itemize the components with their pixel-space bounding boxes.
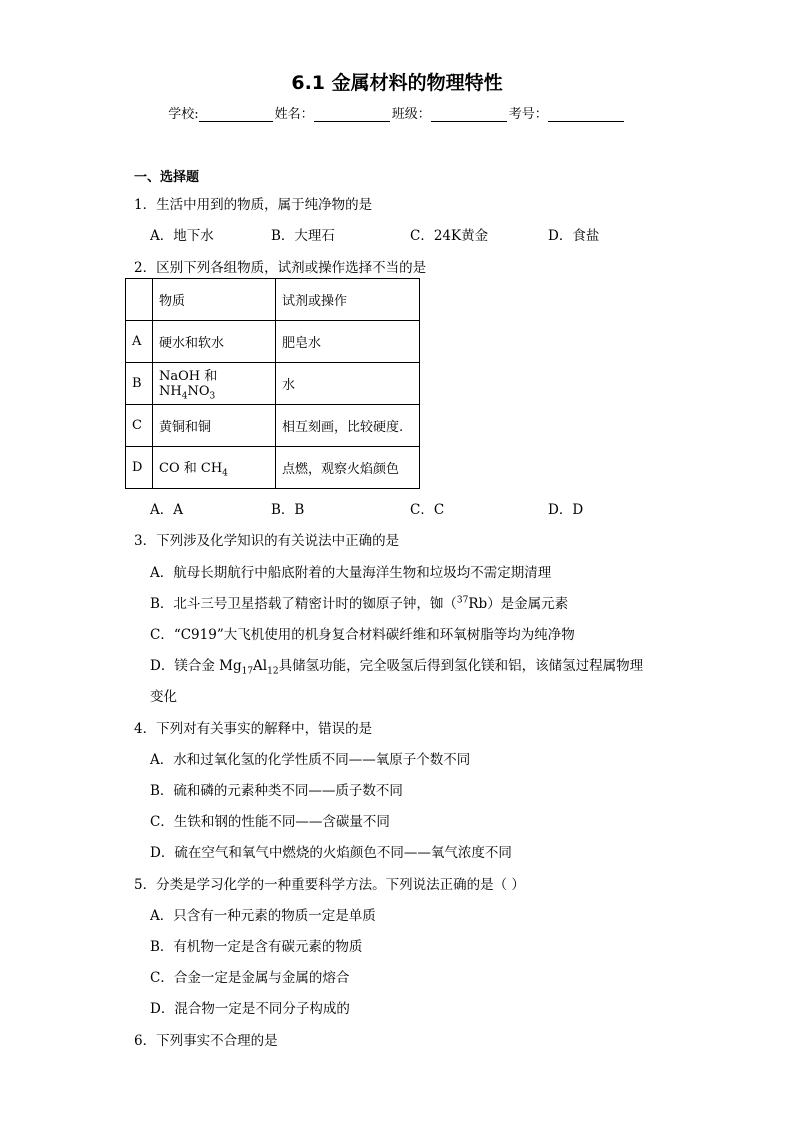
table-header-cell: 试剂或操作 xyxy=(276,279,420,321)
q4-option-d: D．硫在空气和氧气中燃烧的火焰颜色不同——氧气浓度不同 xyxy=(150,845,512,861)
formula-subscript: 4 xyxy=(181,391,188,402)
name-blank[interactable] xyxy=(314,107,390,122)
question-3-stem: 3．下列涉及化学知识的有关说法中正确的是 xyxy=(134,533,400,549)
q3-option-d-continued: 变化 xyxy=(150,689,177,705)
q5-option-c: C．合金一定是金属与金属的熔合 xyxy=(150,970,350,986)
table-header-cell xyxy=(126,279,153,321)
row-method: 肥皂水 xyxy=(276,321,420,363)
q2-table xyxy=(125,278,420,489)
question-5-stem: 5．分类是学习化学的一种重要科学方法。下列说法正确的是（ ） xyxy=(134,877,525,893)
row-label: A xyxy=(126,321,153,363)
table-header-row xyxy=(126,279,420,321)
option-text: B．北斗三号卫星搭载了精密计时的铷原子钟，铷（ xyxy=(150,596,457,612)
q1-option-c: C．24K黄金 xyxy=(410,228,489,244)
row-substance xyxy=(153,363,276,405)
q1-option-a: A．地下水 xyxy=(150,228,214,244)
table-header-cell: 物质 xyxy=(153,279,276,321)
q2-option-a: A．A xyxy=(150,502,183,518)
row-method: 点燃，观察火焰颜色 xyxy=(276,447,420,489)
row-method: 相互刻画，比较硬度. xyxy=(276,405,420,447)
formula-part: NaOH 和 NH xyxy=(159,369,218,400)
row-method: 水 xyxy=(276,363,420,405)
table-row xyxy=(126,447,420,489)
isotope-mass-number: 37 xyxy=(456,595,469,606)
row-substance xyxy=(153,447,276,489)
school-blank[interactable] xyxy=(199,107,273,122)
q3-option-a: A．航母长期航行中船底附着的大量海洋生物和垃圾均不需定期清理 xyxy=(150,565,552,581)
class-blank[interactable] xyxy=(431,107,507,122)
formula-part: NO xyxy=(187,384,210,400)
row-substance: 硬水和软水 xyxy=(153,321,276,363)
q3-option-c: C．“C919”大飞机使用的机身复合材料碳纤维和环氧树脂等均为纯净物 xyxy=(150,627,575,643)
q4-option-a: A．水和过氧化氢的化学性质不同——氧原子个数不同 xyxy=(150,752,471,768)
question-4-stem: 4．下列对有关事实的解释中，错误的是 xyxy=(134,721,373,737)
page-title: 6.1 金属材料的物理特性 xyxy=(291,72,503,94)
q2-option-b: B．B xyxy=(271,502,305,518)
school-label: 学校: xyxy=(168,107,199,122)
q3-option-d xyxy=(150,654,643,677)
formula-subscript: 17 xyxy=(241,666,254,677)
number-blank[interactable] xyxy=(548,107,624,122)
table-row xyxy=(126,321,420,363)
table-row xyxy=(126,363,420,405)
row-label: D xyxy=(126,447,153,489)
row-substance: 黄铜和铜 xyxy=(153,405,276,447)
q5-option-d: D．混合物一定是不同分子构成的 xyxy=(150,1001,350,1017)
q1-option-d: D．食盐 xyxy=(548,228,600,244)
q2-option-c: C．C xyxy=(410,502,445,518)
q3-option-b xyxy=(150,592,568,612)
option-text: 具储氢功能，完全吸氢后得到氢化镁和铝，该储氢过程属物理 xyxy=(278,658,644,674)
student-info-line xyxy=(0,103,794,122)
number-label: 考号： xyxy=(508,107,548,122)
question-6-stem: 6．下列事实不合理的是 xyxy=(134,1033,278,1049)
element-symbol: Al xyxy=(253,658,268,674)
q4-option-c: C．生铁和钢的性能不同——含碳量不同 xyxy=(150,814,390,830)
q4-option-b: B．硫和磷的元素种类不同——质子数不同 xyxy=(150,783,403,799)
q1-option-b: B．大理石 xyxy=(271,228,335,244)
table-row xyxy=(126,405,420,447)
formula-subscript: 12 xyxy=(267,666,279,677)
option-text: D．镁合金 Mg xyxy=(150,658,242,674)
row-label: C xyxy=(126,405,153,447)
formula-subscript: 3 xyxy=(209,391,216,402)
q5-option-b: B．有机物一定是含有碳元素的物质 xyxy=(150,939,363,955)
question-2-stem: 2．区别下列各组物质，试剂或操作选择不当的是 xyxy=(134,260,427,276)
class-label: 班级： xyxy=(391,107,431,122)
element-symbol: Rb xyxy=(468,596,488,612)
name-label: 姓名： xyxy=(274,107,314,122)
formula-part: CO 和 CH xyxy=(159,460,223,476)
q2-option-d: D．D xyxy=(548,502,584,518)
question-1-stem: 1．生活中用到的物质，属于纯净物的是 xyxy=(134,197,373,213)
row-label: B xyxy=(126,363,153,405)
formula-subscript: 4 xyxy=(222,468,228,479)
option-text: ）是金属元素 xyxy=(487,596,569,612)
section-heading: 一、选择题 xyxy=(134,170,200,185)
q5-option-a: A．只含有一种元素的物质一定是单质 xyxy=(150,908,376,924)
